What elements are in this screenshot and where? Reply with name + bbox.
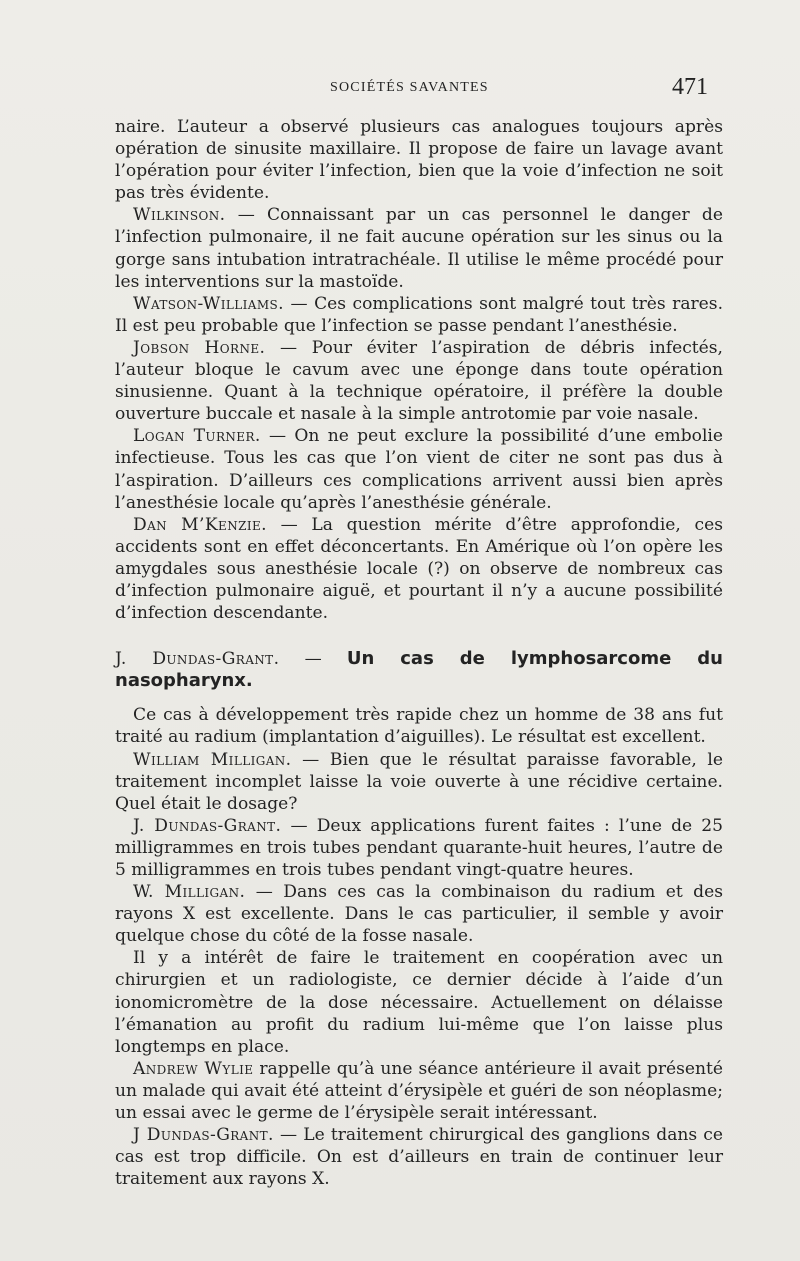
speaker-name: J. Dundas-Grant. [133, 815, 282, 836]
speaker-name: J Dundas-Grant. [133, 1125, 274, 1146]
speaker-name: Jobson Horne. [133, 337, 266, 358]
paragraph [115, 337, 723, 425]
speaker-name: Watson-Williams. [133, 293, 284, 314]
running-title: SOCIÉTÉS SAVANTES [330, 80, 489, 95]
paragraph [115, 1058, 723, 1124]
paragraph [115, 204, 723, 292]
article-dash: — [279, 649, 347, 670]
paragraph-text: — On ne peut exclure la possibilité d’une embolie infectieuse. Tous les cas que l’on vient de citer ne sont pas dus à l’aspiration. D’ailleurs ces complications arrivent aussi bien après l’anesthésie locale qu’après l’anesthésie générale. [115, 426, 723, 513]
speaker-name: Wilkinson. [133, 205, 226, 226]
article-title: Un cas de lymphosarcome du nasopharynx. [115, 648, 723, 692]
paragraph-text: — Bien que le résultat paraisse favorable, le traitement incomplet laisse la voie ouverte à une récidive certaine. Quel était le dosage? [115, 749, 724, 814]
paragraph-text: naire. L’auteur a observé plusieurs cas analogues toujours après opération de sinusite maxillaire. Il propose de faire un lavage avant l’opération pour éviter l’infection, bien que la voie d’infection ne soit pas très évidente. [115, 117, 723, 204]
paragraph-text: Ce cas à développement très rapide chez un homme de 38 ans fut traité au radium (implantation d’aiguilles). Le résultat est excellent. [115, 705, 723, 748]
paragraph [115, 749, 723, 815]
paragraph-text: — Ces complications sont malgré tout très rares. Il est peu probable que l’infection se passe pendant l’anesthésie. [115, 293, 723, 336]
article-heading [115, 648, 723, 692]
article-author: J. Dundas-Grant. [115, 649, 280, 670]
paragraph-text: — Pour éviter l’aspiration de débris infectés, l’auteur bloque le cavum avec une éponge dans toute opération sinusienne. Quant à la technique opératoire, il préfère la double ouverture buccale et nasale à la simple antrotomie par voie nasale. [115, 337, 723, 425]
section-spacer [115, 692, 723, 704]
speaker-name: Dan M’Kenzie. [133, 514, 267, 535]
paragraph [115, 293, 723, 337]
paragraph [115, 425, 723, 513]
paragraph-text: — La question mérite d’être approfondie, ces accidents sont en effet déconcertants. En Amérique où l’on opère les amygdales sous anesthésie locale (?) on observe de nombreux cas d’infection pulmonaire aiguë, et pourtant il n’y a aucune possibilité d’infection descendante. [115, 514, 723, 624]
paragraph [115, 881, 723, 947]
paragraph [115, 815, 723, 881]
paragraph [115, 1124, 723, 1190]
speaker-name: Logan Turner. [133, 426, 261, 447]
paragraph-text: — Le traitement chirurgical des ganglions dans ce cas est trop difficile. On est d’ailleurs en train de continuer leur traitement aux rayons X. [115, 1125, 723, 1190]
paragraph-text: — Dans ces cas la combinaison du radium et des rayons X est excellente. Dans le cas particulier, il semble y avoir quelque chose du côté de la fosse nasale. [115, 882, 724, 947]
paragraph-text: — Connaissant par un cas personnel le danger de l’infection pulmonaire, il ne fait aucune opération sur les sinus ou la gorge sans intubation intratrachéale. Il utilise le même procédé pour les interventions sur la mastoïde. [115, 205, 723, 292]
paragraph [115, 704, 723, 748]
paragraph-text: rappelle qu’à une séance antérieure il avait présenté un malade qui avait été atteint d’érysipèle et guéri de son néoplasme; un essai avec le germe de l’érysipèle serait intéressant. [115, 1058, 724, 1124]
paragraph-text: Il y a intérêt de faire le traitement en coopération avec un chirurgien et un radiologiste, ce dernier décide à l’aide d’un ionomicromètre de la dose nécessaire. Actuellement on délaisse l’émanation au profit du radium lui-même que l’on laisse plus longtemps en place. [115, 948, 723, 1057]
body-text [115, 116, 723, 1190]
page-number: 471 [672, 74, 708, 100]
speaker-name: Andrew Wylie [133, 1058, 254, 1079]
paragraph [115, 116, 723, 204]
speaker-name: W. Milligan. [133, 882, 246, 903]
speaker-name: William Milligan. [133, 749, 292, 770]
paragraph [115, 514, 723, 624]
paragraph-text: — Deux applications furent faites : l’une de 25 milligrammes en trois tubes pendant quarante-huit heures, l’autre de 5 milligrammes en trois tubes pendant vingt-quatre heures. [115, 815, 723, 880]
paragraph [115, 947, 723, 1057]
page-header [0, 76, 800, 106]
section-spacer [115, 624, 723, 648]
